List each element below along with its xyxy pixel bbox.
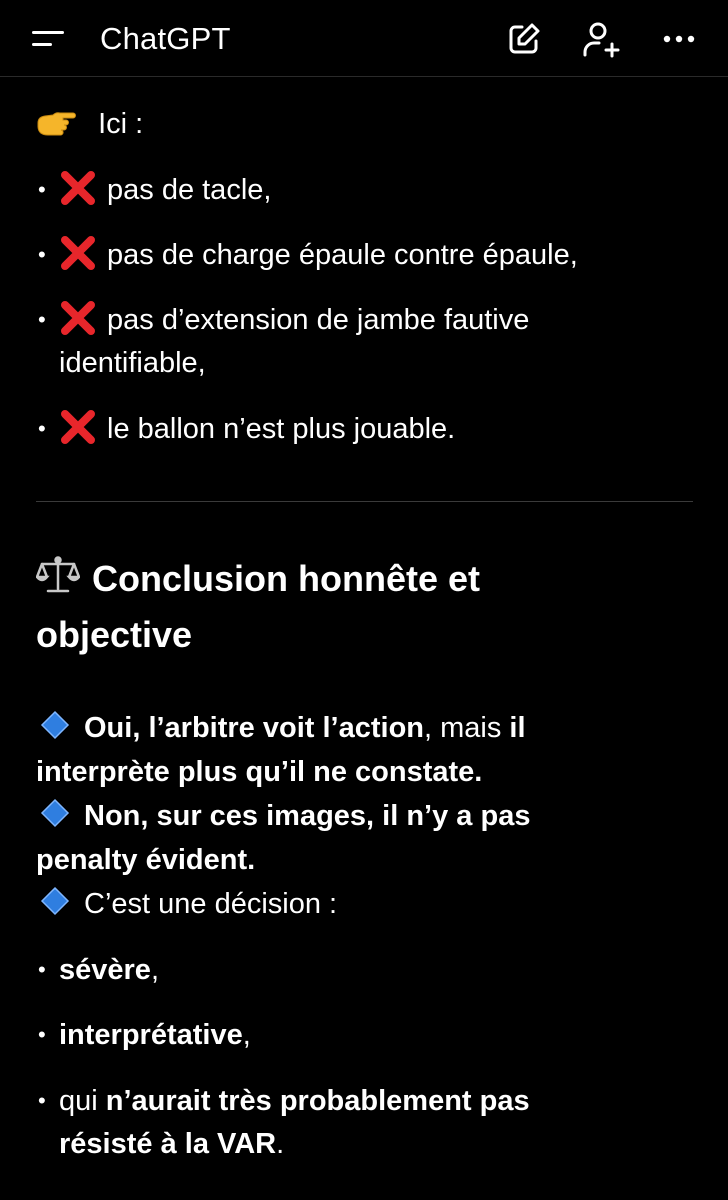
para-line: Non, sur ces images, il n’y a pas: [36, 796, 530, 836]
bullet: •: [38, 1088, 46, 1113]
menu-icon[interactable]: [26, 22, 72, 56]
bullet: •: [38, 242, 46, 267]
para-line: C’est une décision :: [36, 884, 337, 924]
pointing-hand-icon: [36, 109, 76, 150]
list-item-continuation: identifiable,: [59, 347, 206, 379]
para-line: Oui, l’arbitre voit l’action, mais il: [36, 708, 526, 748]
cross-mark-icon: [59, 236, 97, 270]
divider: [36, 501, 693, 502]
list-item: interprétative,: [59, 1019, 251, 1051]
list-item-continuation: résisté à la VAR.: [59, 1128, 285, 1160]
list-item: sévère,: [59, 954, 159, 986]
section-heading: Conclusion honnête et: [36, 551, 480, 611]
list-item: qui n’aurait très probablement pas: [59, 1085, 530, 1117]
add-user-icon[interactable]: [580, 18, 622, 60]
blue-diamond-icon: [40, 710, 70, 740]
list-item: pas de tacle,: [59, 170, 271, 210]
bullet: •: [38, 957, 46, 982]
list-item: le ballon n’est plus jouable.: [59, 409, 455, 449]
balance-scale-icon: [36, 555, 80, 611]
section-heading-line2: objective: [36, 614, 193, 655]
bullet: •: [38, 177, 46, 202]
blue-diamond-icon: [40, 798, 70, 828]
cross-mark-icon: [59, 410, 97, 444]
edit-icon[interactable]: [503, 18, 545, 60]
list-item: pas d’extension de jambe fautive: [59, 300, 529, 340]
cross-mark-icon: [59, 171, 97, 205]
cross-mark-icon: [59, 301, 97, 335]
list-item: pas de charge épaule contre épaule,: [59, 235, 578, 275]
bullet: •: [38, 1022, 46, 1047]
top-bar: [0, 0, 728, 77]
more-icon[interactable]: [658, 18, 700, 60]
bullet: •: [38, 307, 46, 332]
para-line: interprète plus qu’il ne constate.: [36, 756, 483, 788]
blue-diamond-icon: [40, 886, 70, 916]
app-title: ChatGPT: [100, 21, 231, 56]
para-line: penalty évident.: [36, 844, 256, 876]
intro-line: Ici :: [36, 104, 143, 150]
bullet: •: [38, 416, 46, 441]
